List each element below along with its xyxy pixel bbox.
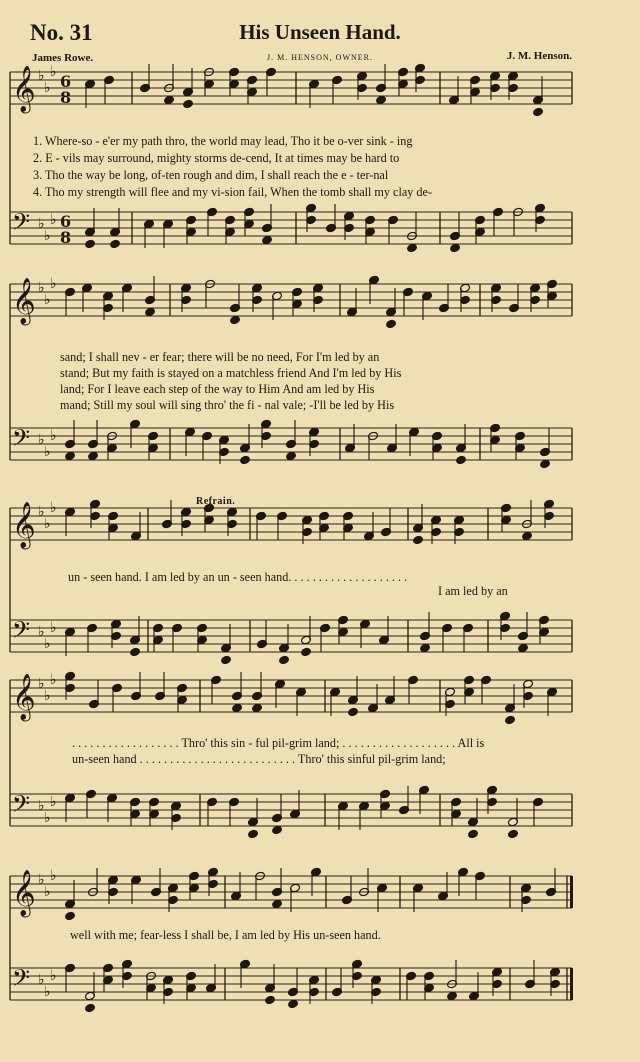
- flat-icon: ♭: [38, 972, 45, 988]
- flat-icon: ♭: [44, 688, 51, 704]
- refrain-lyric-upper: un - seen hand. I am led by an un - seen hand. . . . . . . . . . . . . . . . . . . .: [68, 570, 408, 584]
- composer: J. M. Henson.: [506, 50, 572, 62]
- hymn-number: No. 31: [30, 20, 93, 45]
- flat-icon: ♭: [38, 798, 45, 814]
- bass-clef-icon: 𝄢: [12, 616, 31, 649]
- flat-icon: ♭: [44, 444, 51, 460]
- hymn-title: His Unseen Hand.: [239, 20, 401, 44]
- bass-clef-icon: 𝄢: [12, 208, 31, 241]
- bass-clef-icon: 𝄢: [12, 964, 31, 997]
- flat-icon: ♭: [38, 68, 45, 84]
- flat-icon: ♭: [44, 80, 51, 96]
- refrain-label: Refrain.: [196, 496, 236, 507]
- flat-icon: ♭: [50, 428, 57, 444]
- flat-icon: ♭: [44, 884, 51, 900]
- flat-icon: ♭: [44, 228, 51, 244]
- time-signature-bottom: 8: [60, 88, 72, 107]
- bass-clef-icon: 𝄢: [12, 424, 31, 457]
- treble-clef-icon: 𝄞: [12, 502, 36, 548]
- bass-clef-icon: 𝄢: [12, 790, 31, 823]
- flat-icon: ♭: [38, 432, 45, 448]
- flat-icon: ♭: [44, 984, 51, 1000]
- verse4-line2: mand; Still my soul will sing thro' the fi - nal vale; -I'll be led by His: [60, 398, 395, 412]
- flat-icon: ♭: [44, 810, 51, 826]
- system4-lyric-lower: un-seen hand . . . . . . . . . . . . . . . . . . . . . . . . . . Thro' this sinful pil-grim land;: [72, 752, 446, 766]
- flat-icon: ♭: [38, 624, 45, 640]
- verse4-line1: 4. Tho my strength will flee and my vi-sion fail, When the tomb shall my clay de-: [33, 185, 432, 199]
- flat-icon: ♭: [50, 868, 57, 884]
- final-lyric: well with me; fear-less I shall be, I am led by His un-seen hand.: [70, 928, 381, 942]
- verse2-line2: stand; But my faith is stayed on a matchless friend And I'm led by His: [60, 366, 402, 380]
- flat-icon: ♭: [50, 64, 57, 80]
- notes: [65, 63, 561, 1013]
- verse2-line1: 2. E - vils may surround, mighty storms de-cend, It at times may be hard to: [33, 151, 400, 165]
- flat-icon: ♭: [50, 620, 57, 636]
- flat-icon: ♭: [44, 516, 51, 532]
- treble-clef-icon: 𝄞: [12, 674, 36, 720]
- flat-icon: ♭: [38, 676, 45, 692]
- copyright-owner: J. M. HENSON, OWNER.: [267, 53, 373, 62]
- flat-icon: ♭: [50, 212, 57, 228]
- flat-icon: ♭: [50, 276, 57, 292]
- flat-icon: ♭: [38, 504, 45, 520]
- flat-icon: ♭: [50, 794, 57, 810]
- verse1-line2: sand; I shall nev - er fear; there will be no need, For I'm led by an: [60, 350, 380, 364]
- time-signature-top: 6: [60, 72, 72, 91]
- flat-icon: ♭: [50, 672, 57, 688]
- flat-icon: ♭: [38, 216, 45, 232]
- verse3-line1: 3. Tho the way be long, of-ten rough and dim, I shall reach the e - ter-nal: [33, 168, 389, 182]
- treble-clef-icon: 𝄞: [12, 278, 36, 324]
- verse1-line1: 1. Where-so - e'er my path thro, the world may lead, Tho it be o-ver sink - ing: [33, 134, 413, 148]
- flat-icon: ♭: [38, 280, 45, 296]
- flat-icon: ♭: [38, 872, 45, 888]
- flat-icon: ♭: [50, 968, 57, 984]
- treble-clef-icon: 𝄞: [12, 66, 36, 112]
- time-signature-bottom: 8: [60, 228, 72, 247]
- lyricist: James Rowe.: [32, 52, 94, 64]
- refrain-lyric-lower: I am led by an: [438, 584, 508, 598]
- treble-clef-icon: 𝄞: [12, 870, 36, 916]
- time-signature-top: 6: [60, 212, 72, 231]
- flat-icon: ♭: [44, 292, 51, 308]
- flat-icon: ♭: [44, 636, 51, 652]
- flat-icon: ♭: [50, 500, 57, 516]
- system4-lyric-upper: . . . . . . . . . . . . . . . . . . Thro' this sin - ful pil-grim land; . . . . . . . . . . . . . . . . . . . All is: [72, 736, 485, 750]
- verse3-line2: land; For I leave each step of the way to Him And am led by His: [60, 382, 375, 396]
